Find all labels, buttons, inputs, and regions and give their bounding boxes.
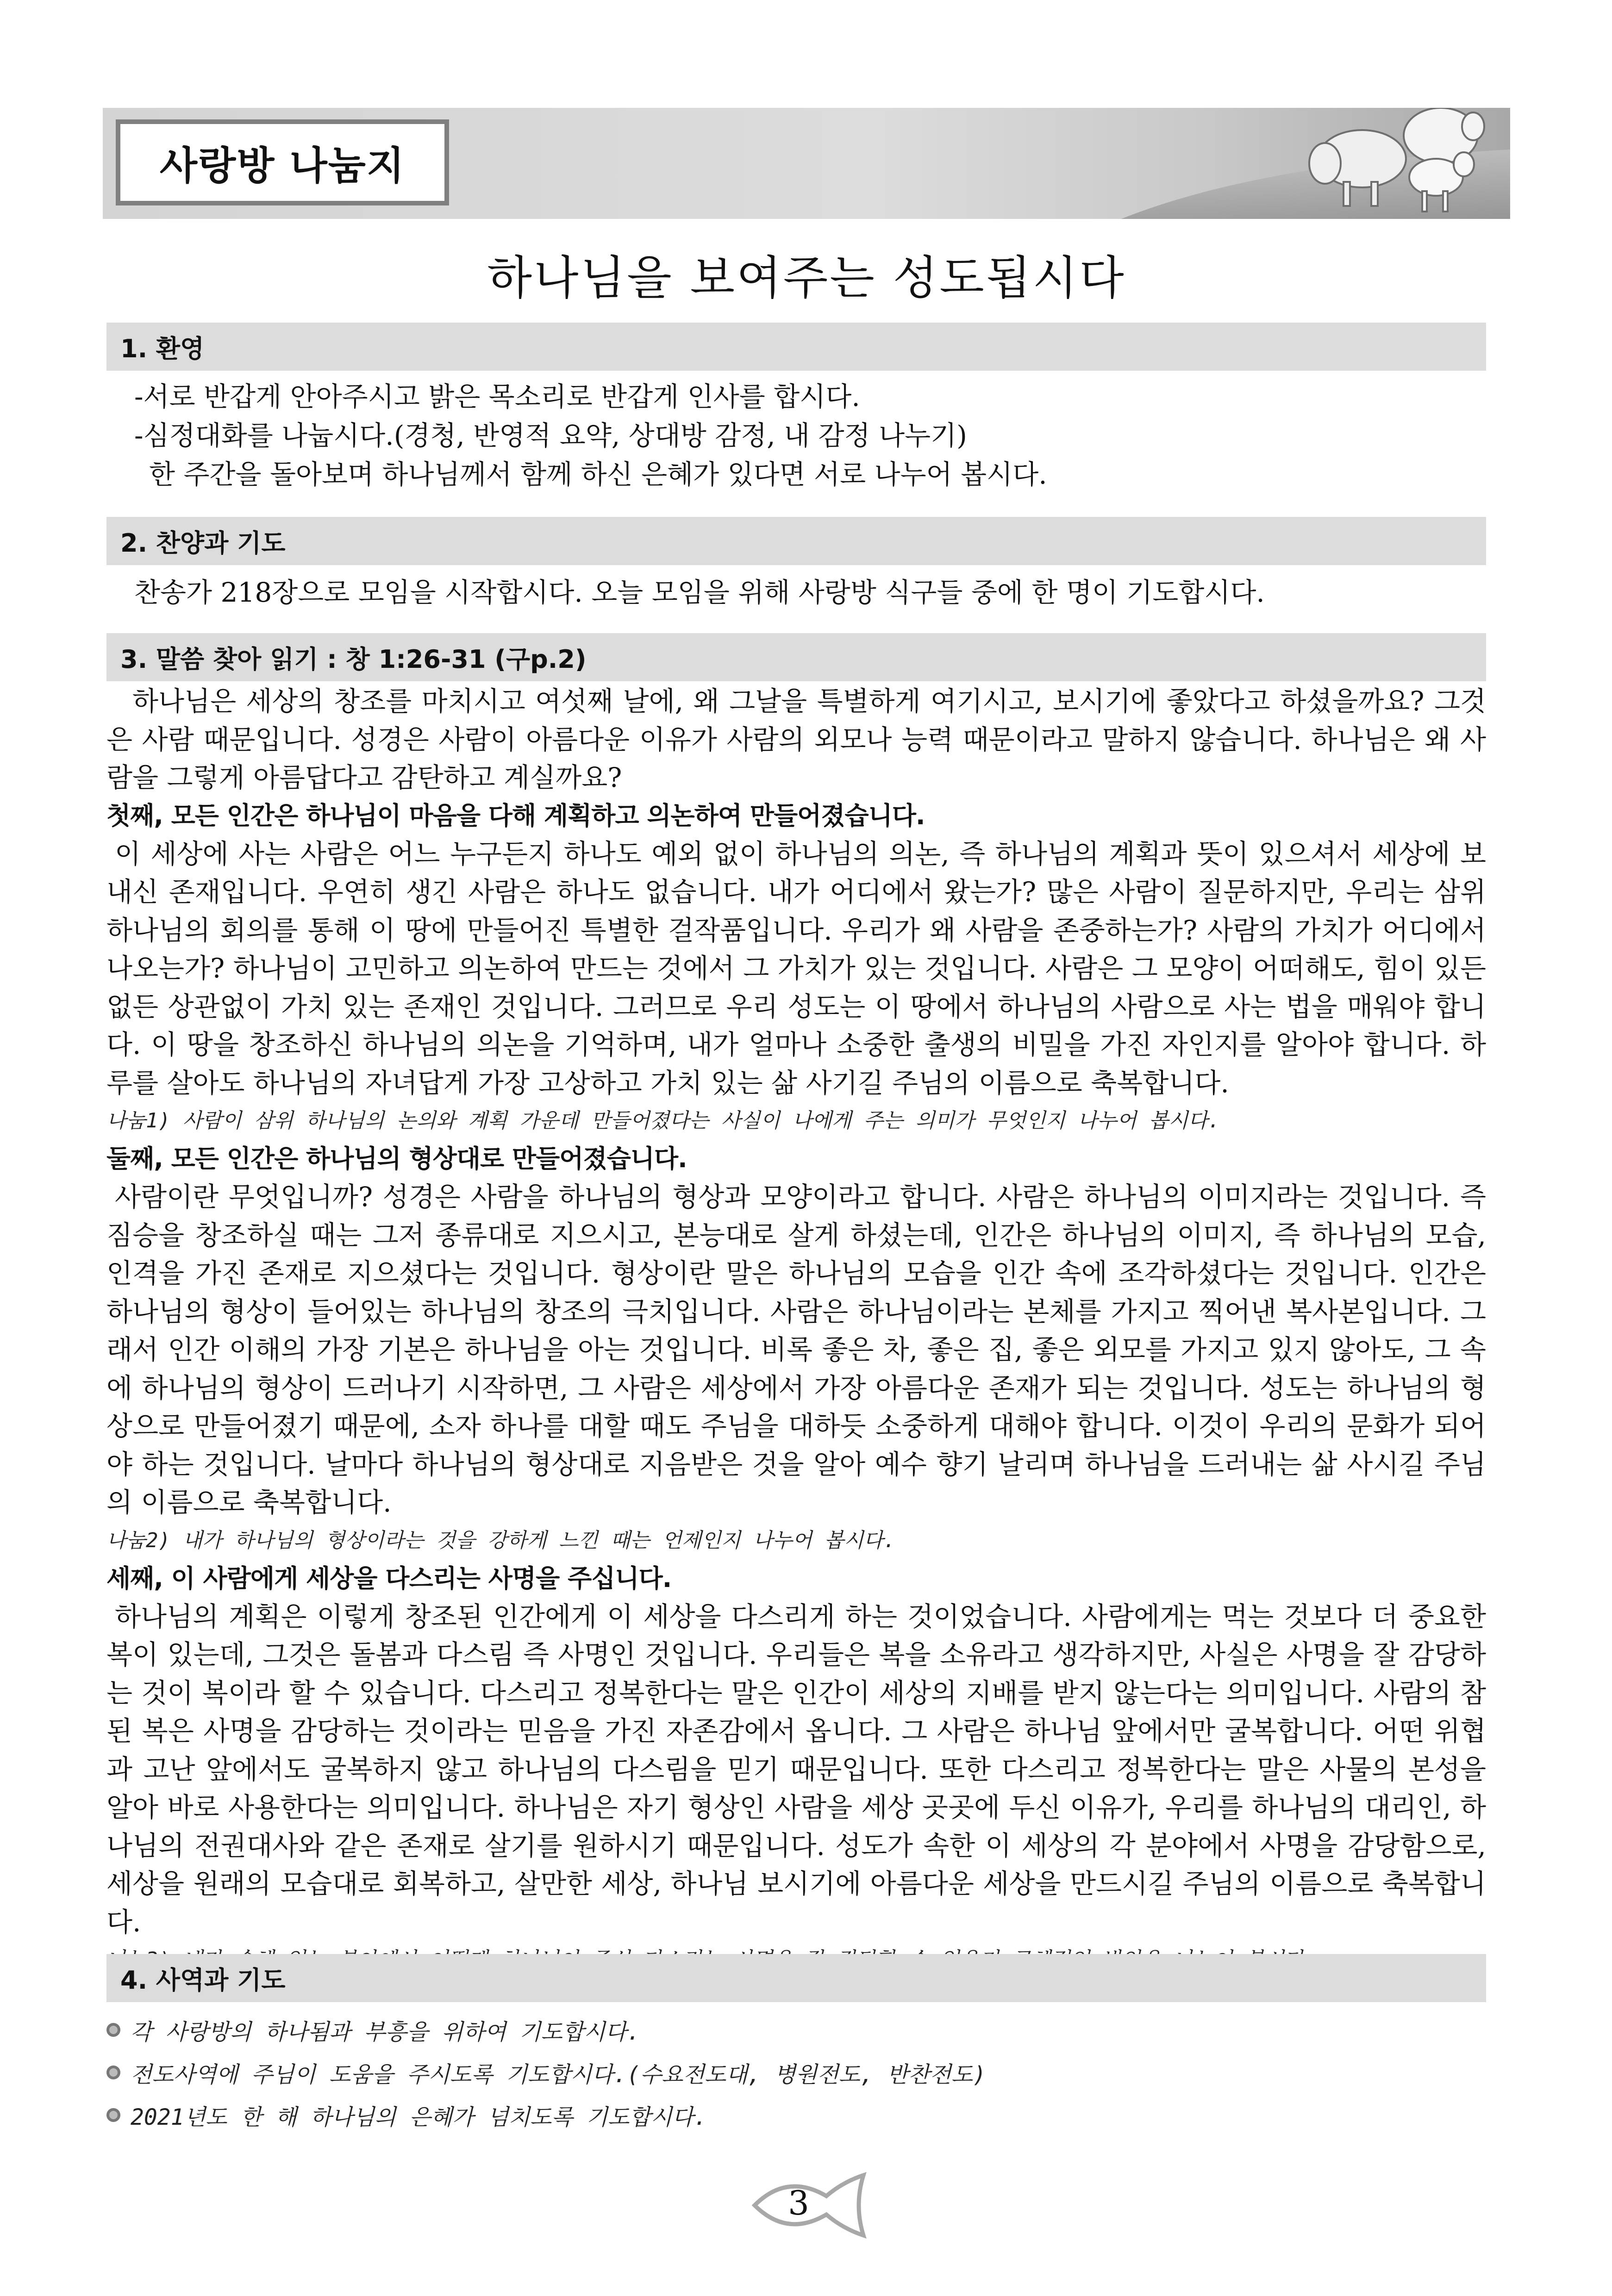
point-body: 사람이란 무엇입니까? 성경은 사람을 하나님의 형상과 모양이라고 합니다. 사람은 하나님의 이미지라는 것입니다. 즉 짐승을 창조하실 때는 그저 종류대로 지으시고, 본능대로 살게 하셨는데, 인간은 하나님의 이미지, 즉 하나님의 모습, 인격을 가진 존재로 지으셨다는 것입니다. 형상이란 말은 하나님의 모습을 인간 속에 조각하셨다는 것입니다. 인간은 하나님의 형상이 들어있는 하나님의 창조의 극치입니다. 사람은 하나님이라는 본체를 가지고 찍어낸 복사본입니다. 그래서 인간 이해의 가장 기본은 하나님을 아는 것입니다. 비록 좋은 차, 좋은 집, 좋은 외모를 가지고 있지 않아도, 그 속에 하나님의 형상이 드러나기 시작하면, 그 사람은 세상에서 가장 아름다운 존재가 되는 것입니다. 성도는 하나님의 형상으로 만들어졌기 때문에, 소자 하나를 대할 때도 주님을 대하듯 소중하게 대해야 합니다. 이것이 우리의 문화가 되어야 하는 것입니다. 날마다 하나님의 형상대로 지음받은 것을 알아 예수 향기 날리며 하나님을 드러내는 삶 사시길 주님의 이름으로 축복합니다.: [106, 1181, 1486, 1518]
welcome-line: -서로 반갑게 안아주시고 밝은 목소리로 반갑게 인사를 합시다.: [134, 381, 860, 412]
list-item: [106, 2094, 1486, 2136]
header-label: 사랑방 나눔지: [159, 143, 406, 188]
sharing-question: 나눔1) 사람이 삼위 하나님의 논의와 계획 가운데 만들어졌다는 사실이 나에게 주는 의미가 무엇인지 나누어 봅시다.: [106, 1109, 1220, 1132]
bullet-icon: [106, 2023, 120, 2037]
welcome-block: [106, 377, 1486, 494]
list-item: [106, 2009, 1486, 2051]
section-heading-welcome: 1. 환영: [106, 323, 1486, 371]
page-number: 3: [788, 2184, 809, 2222]
prayer-text: 2021년도 한 해 하나님의 은혜가 넘치도록 기도합시다.: [131, 2104, 707, 2130]
prayer-list: [106, 2009, 1486, 2136]
scripture-block: [106, 682, 1486, 1979]
welcome-line: 한 주간을 돌아보며 하나님께서 함께 하신 은혜가 있다면 서로 나누어 봅시다.: [149, 459, 1047, 490]
intro-paragraph: 하나님은 세상의 창조를 마치시고 여섯째 날에, 왜 그날을 특별하게 여기시고, 보시기에 좋았다고 하셨을까요? 그것은 사람 때문입니다. 성경은 사람이 아름다운 이유가 사람의 외모나 능력 때문이라고 말하지 않습니다. 하나님은 왜 사람을 그렇게 아름답다고 감탄하고 계실까요?: [106, 685, 1486, 793]
welcome-line: -심정대화를 나눕시다.(경청, 반영적 요약, 상대방 감정, 내 감정 나누기): [134, 420, 967, 451]
point-title: 첫째, 모든 인간은 하나님이 마음을 다해 계획하고 의논하여 만들어졌습니다.: [106, 801, 925, 830]
praise-block: [106, 573, 1486, 612]
point-title: 둘째, 모든 인간은 하나님의 형상대로 만들어졌습니다.: [106, 1144, 687, 1173]
prayer-text: 각 사랑방의 하나됨과 부흥을 위하여 기도합시다.: [131, 2019, 640, 2045]
bullet-icon: [106, 2108, 120, 2122]
point-body: 이 세상에 사는 사람은 어느 누구든지 하나도 예외 없이 하나님의 의논, 즉 하나님의 계획과 뜻이 있으셔서 세상에 보내신 존재입니다. 우연히 생긴 사람은 하나도 없습니다. 내가 어디에서 왔는가? 많은 사람이 질문하지만, 우리는 삼위 하나님의 회의를 통해 이 땅에 만들어진 특별한 걸작품입니다. 우리가 왜 사람을 존중하는가? 사람의 가치가 어디에서 나오는가? 하나님이 고민하고 의논하여 만드는 것에서 그 가치가 있는 것입니다. 사람은 그 모양이 어떠해도, 힘이 있든 없든 상관없이 가치 있는 존재인 것입니다. 그러므로 우리 성도는 이 땅에서 하나님의 사람으로 사는 법을 매워야 합니다. 이 땅을 창조하신 하나님의 의논을 기억하며, 내가 얼마나 소중한 출생의 비밀을 가진 자인지를 알아야 합니다. 하루를 살아도 하나님의 자녀답게 가장 고상하고 가치 있는 삶 사기길 주님의 이름으로 축복합니다.: [106, 838, 1486, 1099]
point-body: 하나님의 계획은 이렇게 창조된 인간에게 이 세상을 다스리게 하는 것이었습니다. 사람에게는 먹는 것보다 더 중요한 복이 있는데, 그것은 돌봄과 다스림 즉 사명인 것입니다. 우리들은 복을 소유라고 생각하지만, 사실은 사명을 잘 감당하는 것이 복이라 할 수 있습니다. 다스리고 정복한다는 말은 인간이 세상의 지배를 받지 않는다는 의미입니다. 사람의 참된 복은 사명을 감당하는 것이라는 믿음을 가진 자존감에서 옵니다. 그 사람은 하나님 앞에서만 굴복합니다. 어떤 위협과 고난 앞에서도 굴복하지 않고 하나님의 다스림을 믿기 때문입니다. 또한 다스리고 정복한다는 말은 사물의 본성을 알아 바로 사용한다는 의미입니다. 하나님은 자기 형상인 사람을 세상 곳곳에 두신 이유가, 우리를 하나님의 대리인, 하나님의 전권대사와 같은 존재로 살기를 원하시기 때문입니다. 성도가 속한 이 세상의 각 분야에서 사명을 감당함으로, 세상을 원래의 모습대로 회복하고, 살만한 세상, 하나님 보시기에 아름다운 세상을 만드시길 주님의 이름으로 축복합니다.: [106, 1600, 1486, 1938]
page-title: 하나님을 보여주는 성도됩시다: [487, 251, 1126, 305]
prayer-text: 전도사역에 주님이 도움을 주시도록 기도합시다.(수요전도대, 병원전도, 반찬전도): [131, 2061, 987, 2088]
praise-text: 찬송가 218장으로 모임을 시작합시다. 오늘 모임을 위해 사랑방 식구들 중에 한 명이 기도합시다.: [134, 577, 1265, 608]
page-number-emblem: [750, 2171, 870, 2240]
section-heading-praise: 2. 찬양과 기도: [106, 517, 1486, 565]
point-title: 세째, 이 사람에게 세상을 다스리는 사명을 주십니다.: [106, 1563, 672, 1593]
section-heading-ministry: 4. 사역과 기도: [106, 1954, 1486, 2002]
header-label-box: [116, 119, 449, 205]
section-heading-scripture: 3. 말씀 찾아 읽기 : 창 1:26-31 (구p.2): [106, 633, 1486, 681]
bullet-icon: [106, 2066, 120, 2079]
sharing-question: 나눔2) 내가 하나님의 형상이라는 것을 강하게 느낀 때는 언제인지 나누어 봅시다.: [106, 1528, 896, 1552]
list-item: [106, 2051, 1486, 2094]
